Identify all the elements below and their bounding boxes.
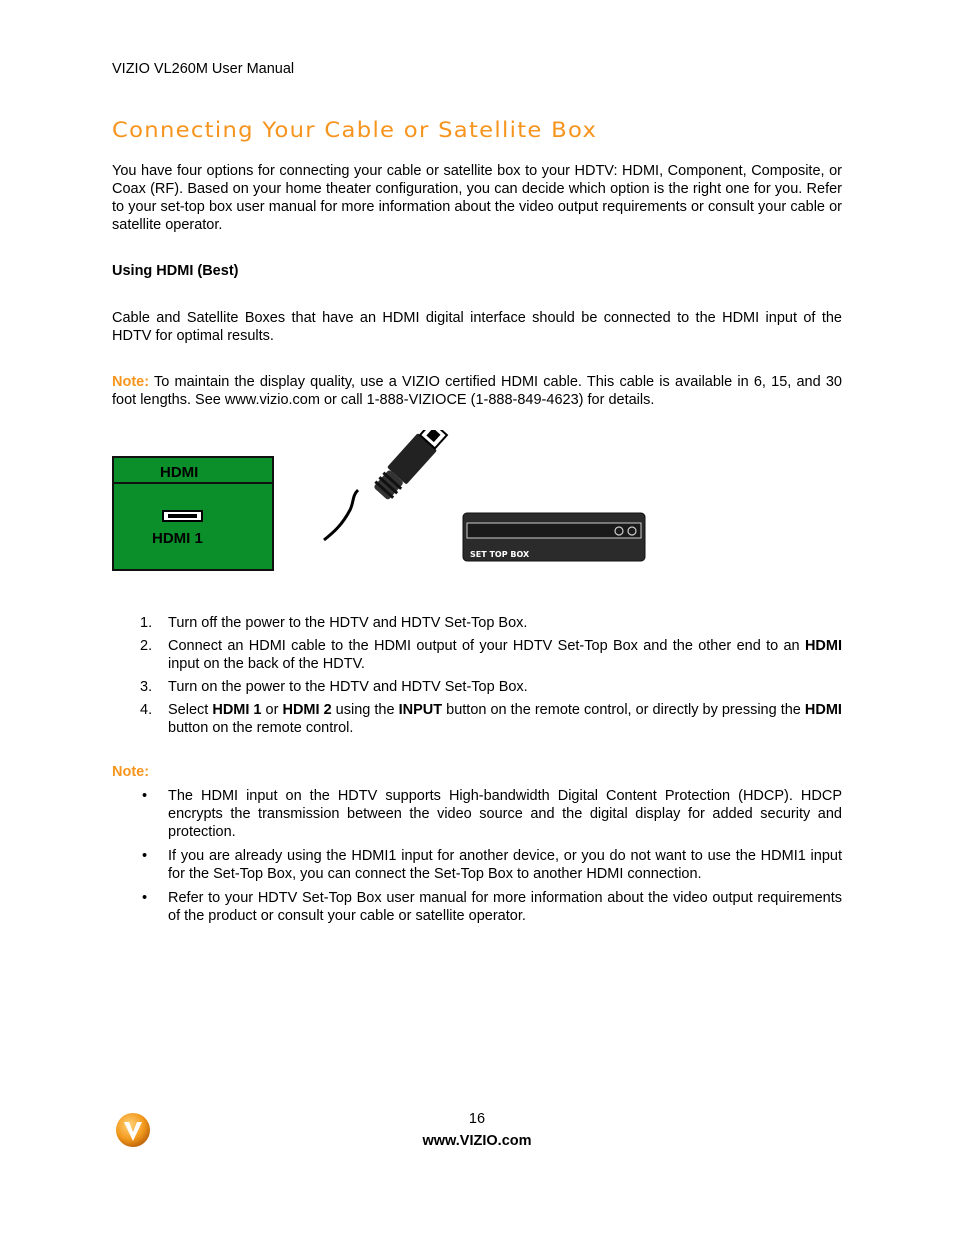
hdmi-diagram <box>112 430 672 575</box>
panel-title: HDMI <box>160 464 199 481</box>
bullet-icon: • <box>142 890 148 906</box>
note-label-2: Note: <box>112 764 150 780</box>
list-item: 4. Select HDMI 1 or HDMI 2 using the INPUT button on the remote control, or directly by pressing the HDMI button on the remote control. <box>140 702 842 736</box>
bullet-icon: • <box>142 848 148 864</box>
list-item: 3. Turn on the power to the HDTV and HDTV Set-Top Box. <box>140 679 528 695</box>
intro-paragraph: You have four options for connecting your cable or satellite box to your HDTV: HDMI, Component, Composite, or Coax (RF). Based on your home theater configuration, you can decide which option is the right one for you. Refer to your set-top box user manual for more information about the video output requirements or consult your cable or satellite operator. <box>112 163 842 233</box>
set-top-box-icon <box>463 513 645 561</box>
page-number: 16 <box>468 1111 486 1127</box>
list-item: 1. Turn off the power to the HDTV and HDTV Set-Top Box. <box>140 615 528 631</box>
note-hdmi-cable <box>112 373 842 409</box>
section-title: Connecting Your Cable or Satellite Box <box>112 118 598 142</box>
list-item: • The HDMI input on the HDTV supports High-bandwidth Digital Content Protection (HDCP). HDCP encrypts the transmission between the video source and the digital display for added security and protection. <box>142 788 842 840</box>
hdmi-connection-figure <box>112 430 672 575</box>
note-label: Note: <box>112 374 150 390</box>
list-item: • Refer to your HDTV Set-Top Box user manual for more information about the video output requirements of the product or consult your cable or satellite operator. <box>142 890 842 924</box>
port-label: HDMI 1 <box>152 530 203 547</box>
notes-bullet-list <box>112 787 842 931</box>
hdmi-cable-icon <box>324 430 449 540</box>
footer-url: www.VIZIO.com <box>422 1133 532 1149</box>
subheading-hdmi: Using HDMI (Best) <box>112 263 239 279</box>
hdtv-hdmi-panel <box>112 457 273 570</box>
document-header: VIZIO VL260M User Manual <box>112 61 295 77</box>
note-text: To maintain the display quality, use a VIZIO certified HDMI cable. This cable is available in 6, 15, and 30 foot lengths. See www.vizio.com or call 1-888-VIZIOCE (1-888-849-4623) for details. <box>112 374 842 408</box>
set-top-box-label: SET TOP BOX <box>470 550 530 559</box>
steps-list <box>112 614 842 742</box>
list-item: 2. Connect an HDMI cable to the HDMI output of your HDTV Set-Top Box and the other end to an HDMI input on the back of the HDTV. <box>140 638 842 672</box>
bullet-icon: • <box>142 788 148 804</box>
list-item: • If you are already using the HDMI1 input for another device, or you do not want to use the HDMI1 input for the Set-Top Box, you can connect the Set-Top Box to another HDMI connection. <box>142 848 842 882</box>
hdmi-paragraph: Cable and Satellite Boxes that have an HDMI digital interface should be connected to the HDMI input of the HDTV for optimal results. <box>112 310 842 344</box>
